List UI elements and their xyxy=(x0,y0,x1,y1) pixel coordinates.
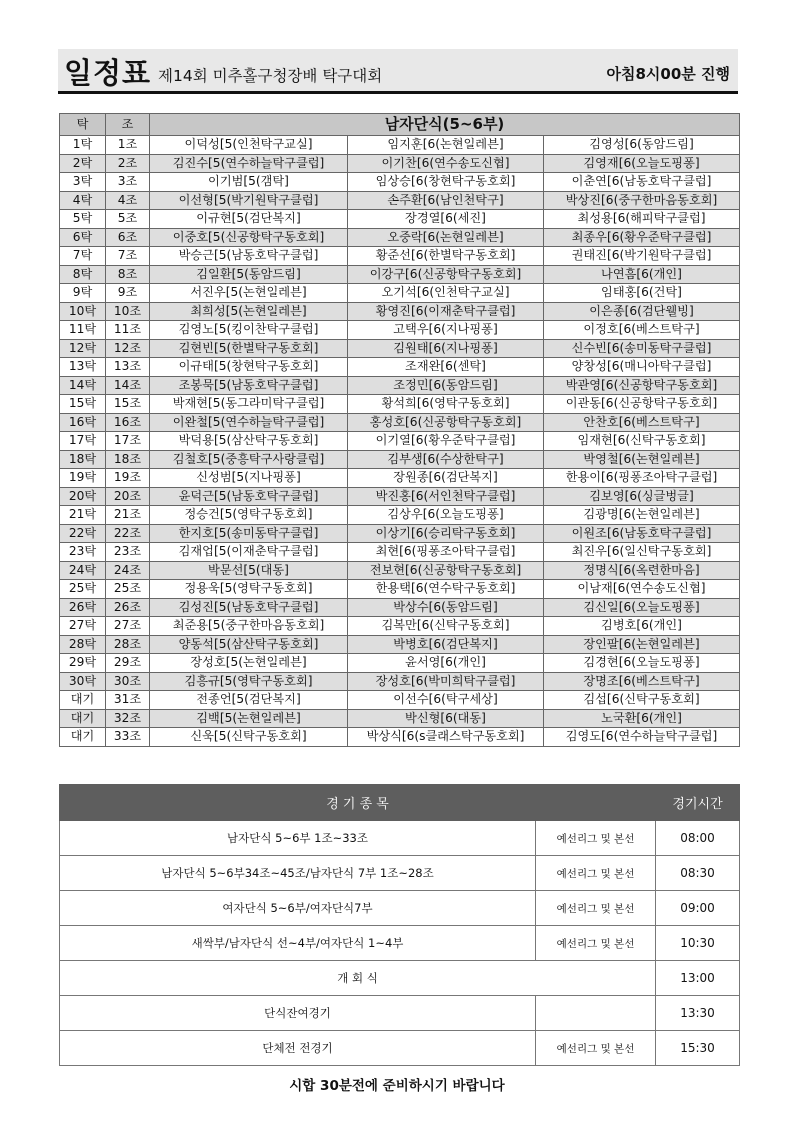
table-number: 10탁 xyxy=(60,302,106,321)
group-number: 22조 xyxy=(106,524,150,543)
table-row xyxy=(60,709,740,728)
player-3: 양창성[6(매니아탁구클럽] xyxy=(544,358,740,377)
group-number: 19조 xyxy=(106,469,150,488)
event-time: 15:30 xyxy=(656,1031,740,1066)
table-number: 14탁 xyxy=(60,376,106,395)
group-number: 6조 xyxy=(106,228,150,247)
group-number: 23조 xyxy=(106,543,150,562)
player-3: 김보영[6(싱글벙글] xyxy=(544,487,740,506)
player-3: 김경현[6(오늘도핑퐁] xyxy=(544,654,740,673)
player-2: 오기석[6(인천탁구교실] xyxy=(348,284,544,303)
schedule-row xyxy=(60,1031,740,1066)
event-name: 단체전 전경기 xyxy=(60,1031,536,1066)
group-number: 32조 xyxy=(106,709,150,728)
tournament-name: 제14회 미추홀구청장배 탁구대회 xyxy=(158,67,383,85)
player-1: 김진수[5(연수하늘탁구클럽] xyxy=(150,154,348,173)
player-2: 홍성호[6(신공항탁구동호회] xyxy=(348,413,544,432)
table-number: 6탁 xyxy=(60,228,106,247)
event-kind: 예선리그 및 본선 xyxy=(536,926,656,961)
table-number: 13탁 xyxy=(60,358,106,377)
event-time: 09:00 xyxy=(656,891,740,926)
player-1: 서진우[5(논현일레븐] xyxy=(150,284,348,303)
player-2: 장경열[6(세진] xyxy=(348,210,544,229)
table-row xyxy=(60,432,740,451)
table-row xyxy=(60,580,740,599)
table-number: 21탁 xyxy=(60,506,106,525)
col-event: 경 기 종 목 xyxy=(60,785,656,821)
group-number: 15조 xyxy=(106,395,150,414)
schedule-row xyxy=(60,856,740,891)
player-1: 김성진[5(남동호탁구클럽] xyxy=(150,598,348,617)
table-number: 19탁 xyxy=(60,469,106,488)
player-3: 이원조[6(남동호탁구클럽] xyxy=(544,524,740,543)
table-row xyxy=(60,691,740,710)
table-row xyxy=(60,672,740,691)
schedule-row xyxy=(60,926,740,961)
table-row xyxy=(60,654,740,673)
player-2: 이강구[6(신공항탁구동호회] xyxy=(348,265,544,284)
player-1: 박재현[5(동그라미탁구클럽] xyxy=(150,395,348,414)
table-row xyxy=(60,450,740,469)
player-2: 박상식[6(s클래스탁구동호회] xyxy=(348,728,544,747)
player-1: 최희성[5(논현일레븐] xyxy=(150,302,348,321)
table-number: 대기 xyxy=(60,691,106,710)
player-3: 김광명[6(논현일레븐] xyxy=(544,506,740,525)
player-2: 한용택[6(연수탁구동호회] xyxy=(348,580,544,599)
player-3: 김영성[6(동암드림] xyxy=(544,136,740,155)
table-row xyxy=(60,339,740,358)
player-1: 박승근[5(남동호탁구클럽] xyxy=(150,247,348,266)
player-3: 박영철[6(논현일레븐] xyxy=(544,450,740,469)
draw-body xyxy=(60,136,740,747)
player-1: 김재업[5(이재춘탁구클럽] xyxy=(150,543,348,562)
player-2: 이선수[6(탁구세상] xyxy=(348,691,544,710)
schedule-table xyxy=(59,784,740,1066)
table-row xyxy=(60,210,740,229)
group-number: 25조 xyxy=(106,580,150,599)
player-2: 오중락[6(논현일레븐] xyxy=(348,228,544,247)
player-1: 김흥규[5(영탁구동호회] xyxy=(150,672,348,691)
player-3: 신수빈[6(송미동탁구클럽] xyxy=(544,339,740,358)
event-title: 남자단식(5~6부) xyxy=(150,114,740,136)
player-2: 김원태[6(지나핑퐁] xyxy=(348,339,544,358)
group-number: 33조 xyxy=(106,728,150,747)
table-row xyxy=(60,265,740,284)
player-1: 이기범[5(갬탁] xyxy=(150,173,348,192)
event-name: 남자단식 5~6부 1조~33조 xyxy=(60,821,536,856)
player-3: 나연흠[6(개인] xyxy=(544,265,740,284)
player-1: 정승건[5(영탁구동호회] xyxy=(150,506,348,525)
table-row xyxy=(60,284,740,303)
draw-table xyxy=(59,113,740,747)
player-1: 이덕성[5(인천탁구교실] xyxy=(150,136,348,155)
schedule-header-row xyxy=(60,785,740,821)
player-3: 한용이[6(핑퐁조아탁구클럽] xyxy=(544,469,740,488)
player-3: 이정호[6(베스트탁구] xyxy=(544,321,740,340)
group-number: 2조 xyxy=(106,154,150,173)
player-3: 박상진[6(중구한마음동호회] xyxy=(544,191,740,210)
col-time: 경기시간 xyxy=(656,785,740,821)
table-row xyxy=(60,561,740,580)
table-row xyxy=(60,487,740,506)
player-3: 노국환[6(개인] xyxy=(544,709,740,728)
player-3: 박관영[6(신공항탁구동호회] xyxy=(544,376,740,395)
table-row xyxy=(60,376,740,395)
group-number: 9조 xyxy=(106,284,150,303)
player-2: 박진홍[6(서인천탁구클럽] xyxy=(348,487,544,506)
player-2: 김복만[6(신탁구동호회] xyxy=(348,617,544,636)
player-1: 장성호[5(논현일레븐] xyxy=(150,654,348,673)
player-2: 전보현[6(신공항탁구동호회] xyxy=(348,561,544,580)
schedule-body xyxy=(60,821,740,1066)
group-number: 24조 xyxy=(106,561,150,580)
player-2: 김상우[6(오늘도핑퐁] xyxy=(348,506,544,525)
header-title: 일정표 xyxy=(64,56,152,90)
schedule-row xyxy=(60,891,740,926)
player-1: 이완철[5(연수하늘탁구클럽] xyxy=(150,413,348,432)
group-number: 1조 xyxy=(106,136,150,155)
table-number: 8탁 xyxy=(60,265,106,284)
table-number: 28탁 xyxy=(60,635,106,654)
player-2: 윤서영[6(개인] xyxy=(348,654,544,673)
table-row xyxy=(60,358,740,377)
table-number: 5탁 xyxy=(60,210,106,229)
player-2: 이기열[6(황우준탁구클럽] xyxy=(348,432,544,451)
table-row xyxy=(60,228,740,247)
player-2: 조정민[6(동암드림] xyxy=(348,376,544,395)
table-number: 30탁 xyxy=(60,672,106,691)
group-number: 11조 xyxy=(106,321,150,340)
group-number: 12조 xyxy=(106,339,150,358)
event-time: 13:00 xyxy=(656,961,740,996)
table-row xyxy=(60,136,740,155)
player-3: 김신일[6(오늘도핑퐁] xyxy=(544,598,740,617)
group-number: 5조 xyxy=(106,210,150,229)
group-number: 27조 xyxy=(106,617,150,636)
player-2: 조재완[6(센탁] xyxy=(348,358,544,377)
table-row xyxy=(60,598,740,617)
table-number: 11탁 xyxy=(60,321,106,340)
group-number: 18조 xyxy=(106,450,150,469)
group-number: 14조 xyxy=(106,376,150,395)
player-3: 권태진[6(박기원탁구클럽] xyxy=(544,247,740,266)
player-1: 전종언[5(검단복지] xyxy=(150,691,348,710)
group-number: 16조 xyxy=(106,413,150,432)
table-row xyxy=(60,469,740,488)
group-number: 29조 xyxy=(106,654,150,673)
event-name: 여자단식 5~6부/여자단식7부 xyxy=(60,891,536,926)
event-kind: 예선리그 및 본선 xyxy=(536,856,656,891)
player-1: 김백[5(논현일레븐] xyxy=(150,709,348,728)
player-2: 황준선[6(한별탁구동호회] xyxy=(348,247,544,266)
table-number: 29탁 xyxy=(60,654,106,673)
player-1: 양동석[5(삼산탁구동호회] xyxy=(150,635,348,654)
group-number: 3조 xyxy=(106,173,150,192)
group-number: 7조 xyxy=(106,247,150,266)
player-2: 고택우[6(지나핑퐁] xyxy=(348,321,544,340)
player-1: 신성범[5(지나핑퐁] xyxy=(150,469,348,488)
group-number: 4조 xyxy=(106,191,150,210)
event-name: 새싹부/남자단식 선~4부/여자단식 1~4부 xyxy=(60,926,536,961)
group-number: 8조 xyxy=(106,265,150,284)
table-row xyxy=(60,524,740,543)
table-number: 22탁 xyxy=(60,524,106,543)
footer-note: 시합 30분전에 준비하시기 바랍니다 xyxy=(289,1078,505,1094)
start-time-note: 아침8시00분 진행 xyxy=(606,65,730,83)
event-kind: 예선리그 및 본선 xyxy=(536,1031,656,1066)
table-row xyxy=(60,635,740,654)
player-1: 박덕용[5(삼산탁구동호회] xyxy=(150,432,348,451)
player-2: 이기찬[6(연수송도신협] xyxy=(348,154,544,173)
player-1: 조봉묵[5(남동호탁구클럽] xyxy=(150,376,348,395)
player-1: 박문선[5(대동] xyxy=(150,561,348,580)
event-name: 남자단식 5~6부34조~45조/남자단식 7부 1조~28조 xyxy=(60,856,536,891)
player-3: 이은종[6(검단웰빙] xyxy=(544,302,740,321)
player-2: 김부생[6(수상한탁구] xyxy=(348,450,544,469)
table-number: 27탁 xyxy=(60,617,106,636)
player-1: 김철호[5(중흥탁구사랑클럽] xyxy=(150,450,348,469)
table-number: 18탁 xyxy=(60,450,106,469)
player-3: 김영도[6(연수하늘탁구클럽] xyxy=(544,728,740,747)
player-1: 윤덕근[5(남동호탁구클럽] xyxy=(150,487,348,506)
player-2: 장성호[6(박미희탁구클럽] xyxy=(348,672,544,691)
player-3: 장인팔[6(논현일레븐] xyxy=(544,635,740,654)
table-number: 1탁 xyxy=(60,136,106,155)
draw-header-row xyxy=(60,114,740,136)
player-3: 이관동[6(신공항탁구동호회] xyxy=(544,395,740,414)
table-row xyxy=(60,728,740,747)
event-name: 단식잔여경기 xyxy=(60,996,536,1031)
player-1: 이중호[5(신공항탁구동호회] xyxy=(150,228,348,247)
schedule-row xyxy=(60,996,740,1031)
table-number: 2탁 xyxy=(60,154,106,173)
group-number: 30조 xyxy=(106,672,150,691)
player-1: 정용욱[5(영탁구동호회] xyxy=(150,580,348,599)
player-3: 이남재[6(연수송도신협] xyxy=(544,580,740,599)
event-name: 개 회 식 xyxy=(60,961,656,996)
group-number: 13조 xyxy=(106,358,150,377)
table-row xyxy=(60,302,740,321)
group-number: 20조 xyxy=(106,487,150,506)
event-kind: 예선리그 및 본선 xyxy=(536,891,656,926)
schedule-row xyxy=(60,821,740,856)
table-row xyxy=(60,395,740,414)
event-time: 08:30 xyxy=(656,856,740,891)
event-kind: 예선리그 및 본선 xyxy=(536,821,656,856)
event-time: 13:30 xyxy=(656,996,740,1031)
table-row xyxy=(60,506,740,525)
table-number: 4탁 xyxy=(60,191,106,210)
table-row xyxy=(60,247,740,266)
document-header xyxy=(58,49,738,94)
player-1: 최준용[5(중구한마음동호회] xyxy=(150,617,348,636)
group-number: 26조 xyxy=(106,598,150,617)
table-number: 9탁 xyxy=(60,284,106,303)
event-kind xyxy=(536,996,656,1031)
player-3: 최진우[6(일신탁구동호회] xyxy=(544,543,740,562)
player-2: 황영진[6(이재춘탁구클럽] xyxy=(348,302,544,321)
table-number: 3탁 xyxy=(60,173,106,192)
table-number: 17탁 xyxy=(60,432,106,451)
group-number: 10조 xyxy=(106,302,150,321)
schedule-row xyxy=(60,961,740,996)
table-row xyxy=(60,321,740,340)
player-2: 박상수[6(동암드림] xyxy=(348,598,544,617)
player-3: 정명식[6(옥련한마음] xyxy=(544,561,740,580)
table-number: 25탁 xyxy=(60,580,106,599)
group-number: 28조 xyxy=(106,635,150,654)
group-number: 31조 xyxy=(106,691,150,710)
player-1: 김현빈[5(한별탁구동호회] xyxy=(150,339,348,358)
player-1: 김일환[5(동암드림] xyxy=(150,265,348,284)
player-2: 이상기[6(승리탁구동호회] xyxy=(348,524,544,543)
player-3: 임재현[6(신탁구동호회] xyxy=(544,432,740,451)
player-1: 신욱[5(신탁구동호회] xyxy=(150,728,348,747)
player-1: 이선형[5(박기원탁구클럽] xyxy=(150,191,348,210)
player-2: 박신형[6(대동] xyxy=(348,709,544,728)
player-2: 박병호[6(검단복지] xyxy=(348,635,544,654)
player-2: 임지훈[6(논현일레븐] xyxy=(348,136,544,155)
player-2: 황석희[6(영탁구동호회] xyxy=(348,395,544,414)
player-3: 김영재[6(오늘도핑퐁] xyxy=(544,154,740,173)
player-3: 안찬호[6(베스트탁구] xyxy=(544,413,740,432)
table-row xyxy=(60,543,740,562)
player-3: 장명조[6(베스트탁구] xyxy=(544,672,740,691)
table-number: 대기 xyxy=(60,728,106,747)
table-number: 20탁 xyxy=(60,487,106,506)
table-row xyxy=(60,413,740,432)
player-1: 이규태[5(창현탁구동호회] xyxy=(150,358,348,377)
player-3: 이춘연[6(남동호탁구클럽] xyxy=(544,173,740,192)
table-number: 12탁 xyxy=(60,339,106,358)
table-row xyxy=(60,191,740,210)
table-number: 26탁 xyxy=(60,598,106,617)
player-2: 임상승[6(창현탁구동호회] xyxy=(348,173,544,192)
player-1: 한지호[5(송미동탁구클럽] xyxy=(150,524,348,543)
table-number: 15탁 xyxy=(60,395,106,414)
table-number: 16탁 xyxy=(60,413,106,432)
player-2: 장원종[6(검단복지] xyxy=(348,469,544,488)
player-2: 최현[6(핑퐁조아탁구클럽] xyxy=(348,543,544,562)
group-number: 21조 xyxy=(106,506,150,525)
event-time: 10:30 xyxy=(656,926,740,961)
player-3: 최종우[6(황우준탁구클럽] xyxy=(544,228,740,247)
player-3: 김병호[6(개인] xyxy=(544,617,740,636)
player-3: 임태홍[6(건탁] xyxy=(544,284,740,303)
table-number: 7탁 xyxy=(60,247,106,266)
event-time: 08:00 xyxy=(656,821,740,856)
player-3: 김섭[6(신탁구동호회] xyxy=(544,691,740,710)
table-row xyxy=(60,617,740,636)
table-number: 대기 xyxy=(60,709,106,728)
player-1: 이규현[5(검단복지] xyxy=(150,210,348,229)
group-number: 17조 xyxy=(106,432,150,451)
col-group: 조 xyxy=(106,114,150,136)
table-row xyxy=(60,154,740,173)
table-number: 24탁 xyxy=(60,561,106,580)
table-number: 23탁 xyxy=(60,543,106,562)
table-row xyxy=(60,173,740,192)
player-1: 김영노[5(킹이찬탁구클럽] xyxy=(150,321,348,340)
player-2: 손주환[6(남인천탁구] xyxy=(348,191,544,210)
player-3: 최성용[6(해피탁구클럽] xyxy=(544,210,740,229)
col-table: 탁 xyxy=(60,114,106,136)
